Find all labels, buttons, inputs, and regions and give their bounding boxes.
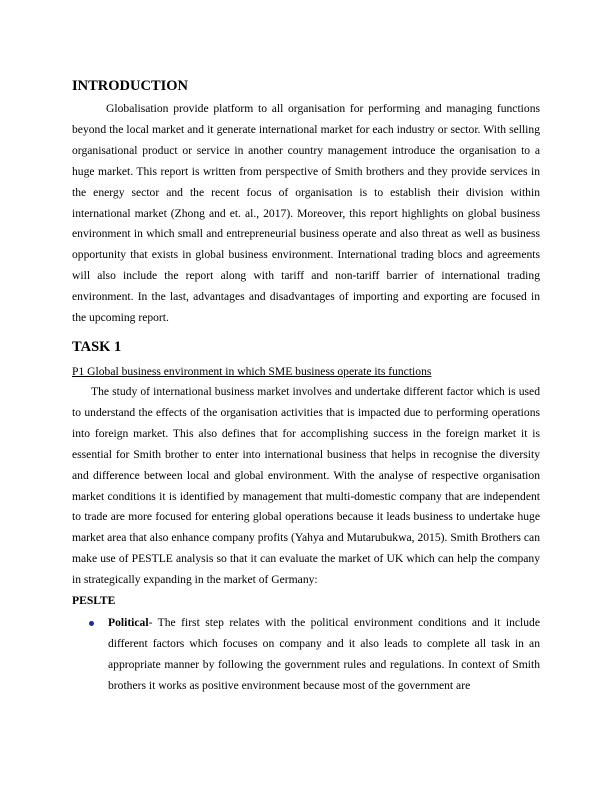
introduction-paragraph: Globalisation provide platform to all organisation for performing and managing functions beyond the local market and it generate international market for each industry or sector. With selling organisational product or service in another country management introduce the organisation to a huge market. This report is written from perspective of Smith brothers and they provide services in the energy sector and the recent focus of organisation is to establish their division within international market (Zhong and et. al., 2017). Moreover, this report highlights on global business environment in which small and entrepreneurial business operate and also threat as well as business opportunity that exists in global business environment. International trading blocs and agreements will also include the report along with tariff and non-tariff barrier of international trading environment. In the last, advantages and disadvantages of importing and exporting are focused in the upcoming report.: [72, 102, 540, 325]
introduction-heading: INTRODUCTION: [72, 78, 189, 94]
document-page: [72, 78, 540, 697]
bullet-icon: [89, 621, 94, 626]
task1-heading: TASK 1: [72, 338, 122, 355]
peslte-label: PESLTE: [72, 594, 116, 608]
bullet-term: Political: [108, 615, 149, 629]
peslte-list: [72, 613, 540, 697]
task1-paragraph: The study of international business market involves and undertake different factor which is used to understand the effects of the organisation activities that is impacted due to performing operations into foreign market. This also defines that for accomplishing success in the foreign market it is essential for Smith brother to enter into international business that helps in recognise the diversity and difference between local and global environment. With the analyse of respective organisation market conditions it is identified by management that multi-domestic company that are independent to trade are more focused for entering global operations because it leads business to undertake huge market area that also enhance company profits (Yahya and Mutarubukwa, 2015). Smith Brothers can make use of PESTLE analysis so that it can evaluate the market of UK which can help the company in strategically expanding in the market of Germany:: [72, 384, 540, 587]
task1-subheading: P1 Global business environment in which SME business operate its functions: [72, 364, 432, 378]
list-item: [72, 613, 540, 697]
bullet-text: - The first step relates with the political environment conditions and it include different factors which focuses on company and it also leads to complete all task in an appropriate manner by following the government rules and regulations. In context of Smith brothers it works as positive environment because most of the government are: [108, 615, 540, 692]
